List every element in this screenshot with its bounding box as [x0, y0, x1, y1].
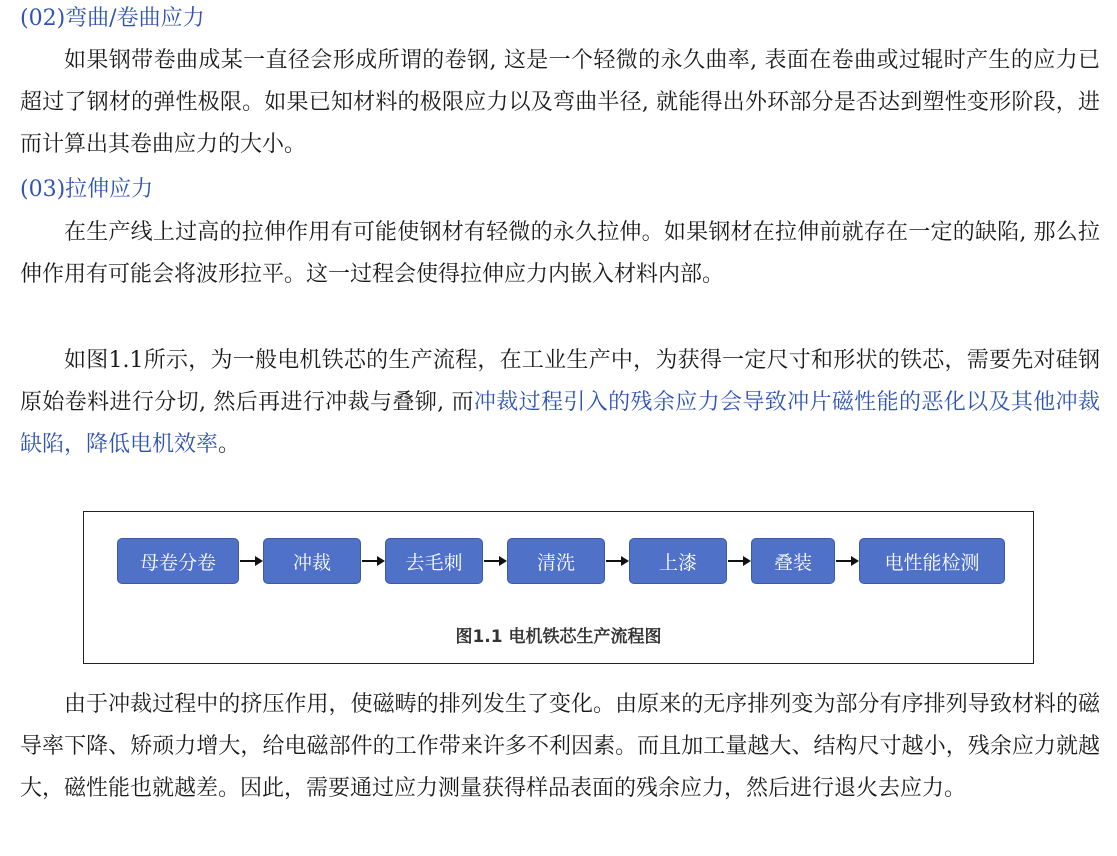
figure-intro-text: 如图1.1所示，为一般电机铁芯的生产流程，在工业生产中，为获得一定尺寸和形状的铁芯，需要先对硅钢原始卷料进行分切, 然后再进行冲裁与叠铆, 而	[20, 348, 1100, 415]
arrow-right-icon	[835, 538, 859, 584]
section-02-heading: (02)弯曲/卷曲应力	[20, 6, 205, 31]
figure-1-1	[83, 511, 1034, 664]
arrow-right-icon	[605, 538, 629, 584]
step-electrical-test: 电性能检测	[859, 538, 1005, 584]
section-03-paragraph: 在生产线上过高的拉伸作用有可能使钢材有轻微的永久拉伸。如果钢材在拉伸前就存在一定的缺陷, 那么拉伸作用有可能会将波形拉平。这一过程会使得拉伸应力内嵌入材料内部。	[20, 220, 1100, 287]
figure-intro-tail: 。	[218, 432, 241, 457]
arrow-right-icon	[361, 538, 385, 584]
section-02-paragraph: 如果钢带卷曲成某一直径会形成所谓的卷钢, 这是一个轻微的永久曲率, 表面在卷曲或过辊时产生的应力已超过了钢材的弹性极限。如果已知材料的极限应力以及弯曲半径, 就能得出外环部分是否达到塑性变形阶段，进而计算出其卷曲应力的大小。	[20, 48, 1100, 157]
step-cleaning: 清洗	[507, 538, 605, 584]
arrow-right-icon	[483, 538, 507, 584]
step-punching: 冲裁	[263, 538, 361, 584]
step-stacking: 叠装	[751, 538, 835, 584]
step-painting: 上漆	[629, 538, 727, 584]
closing-paragraph: 由于冲裁过程中的挤压作用，使磁畴的排列发生了变化。由原来的无序排列变为部分有序排列导致材料的磁导率下降、矫顽力增大，给电磁部件的工作带来许多不利因素。而且加工量越大、结构尺寸越小，残余应力就越大，磁性能也就越差。因此，需要通过应力测量获得样品表面的残余应力，然后进行退火去应力。	[20, 692, 1100, 801]
process-flow	[117, 538, 1005, 584]
arrow-right-icon	[239, 538, 263, 584]
arrow-right-icon	[727, 538, 751, 584]
section-03-heading: (03)拉伸应力	[20, 177, 154, 202]
highlighted-text: 冲裁过程引入的残余应力会导致冲片磁性能的恶化以及其他冲裁缺陷，降低电机效率	[20, 390, 1100, 457]
step-uncoiling: 母卷分卷	[117, 538, 239, 584]
step-deburring: 去毛刺	[385, 538, 483, 584]
figure-intro-paragraph	[20, 340, 1100, 466]
figure-caption: 图1.1 电机铁芯生产流程图	[455, 627, 662, 647]
